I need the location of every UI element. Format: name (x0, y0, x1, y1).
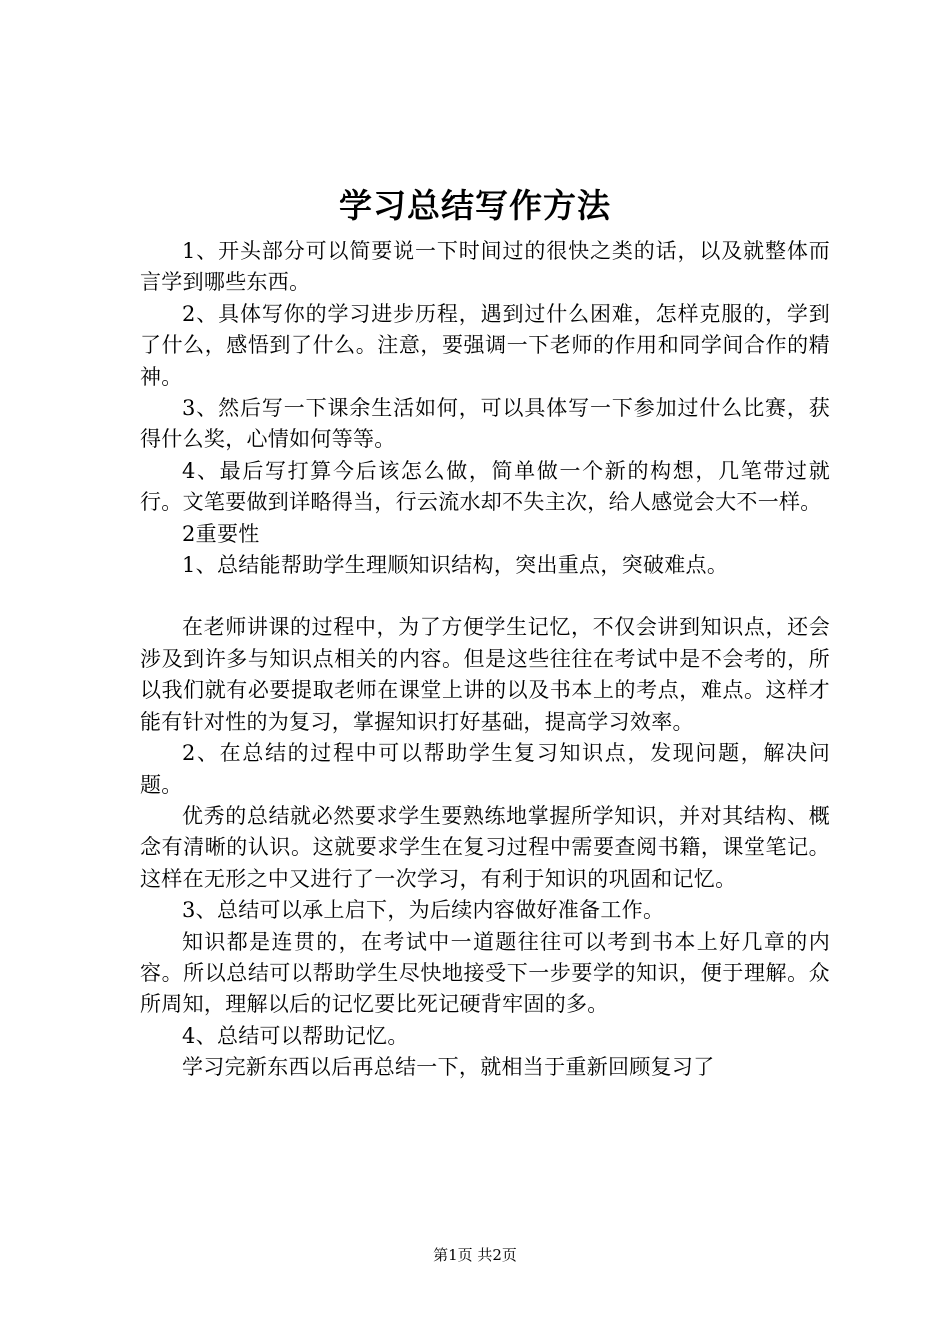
paragraph-method-3: 3、然后写一下课余生活如何，可以具体写一下参加过什么比赛，获得什么奖，心情如何等等。 (140, 396, 830, 452)
document-title: 学习总结写作方法 (339, 186, 611, 225)
paragraph-method-4: 4、最后写打算今后该怎么做，简单做一个新的构想，几笔带过就行。文笔要做到详略得当，行云流水却不失主次，给人感觉会大不一样。 (140, 458, 830, 515)
paragraph-importance-1: 1、总结能帮助学生理顺知识结构，突出重点，突破难点。 (182, 553, 729, 578)
paragraph-importance-2: 2、在总结的过程中可以帮助学生复习知识点，发现问题，解决问题。 (140, 741, 830, 797)
paragraph-importance-3: 3、总结可以承上启下，为后续内容做好准备工作。 (182, 898, 665, 923)
section-heading-importance: 2重要性 (182, 521, 260, 546)
page-number-footer: 第1页 共2页 (433, 1246, 517, 1264)
paragraph-method-2: 2、具体写你的学习进步历程，遇到过什么困难，怎样克服的，学到了什么，感悟到了什么。注意，要强调一下老师的作用和同学间合作的精神。 (140, 301, 830, 389)
paragraph-importance-4: 4、总结可以帮助记忆。 (182, 1023, 409, 1048)
paragraph-importance-2-detail: 优秀的总结就必然要求学生要熟练地掌握所学知识，并对其结构、概念有清晰的认识。这就要求学生在复习过程中需要查阅书籍，课堂笔记。这样在无形之中又进行了一次学习，有利于知识的巩固和记忆。 (140, 803, 830, 891)
paragraph-importance-4-detail: 学习完新东西以后再总结一下，就相当于重新回顾复习了 (182, 1055, 715, 1080)
paragraph-importance-3-detail: 知识都是连贯的，在考试中一道题往往可以考到书本上好几章的内容。所以总结可以帮助学生尽快地接受下一步要学的知识，便于理解。众所周知，理解以后的记忆要比死记硬背牢固的多。 (140, 929, 830, 1017)
paragraph-importance-1-detail: 在老师讲课的过程中，为了方便学生记忆，不仅会讲到知识点，还会涉及到许多与知识点相关的内容。但是这些往往在考试中是不会考的，所以我们就有必要提取老师在课堂上讲的以及书本上的考点，难点。这样才能有针对性的为复习，掌握知识打好基础，提高学习效率。 (140, 615, 830, 734)
paragraph-method-1: 1、开头部分可以简要说一下时间过的很快之类的话，以及就整体而言学到哪些东西。 (140, 239, 830, 295)
document-body (140, 236, 830, 1084)
